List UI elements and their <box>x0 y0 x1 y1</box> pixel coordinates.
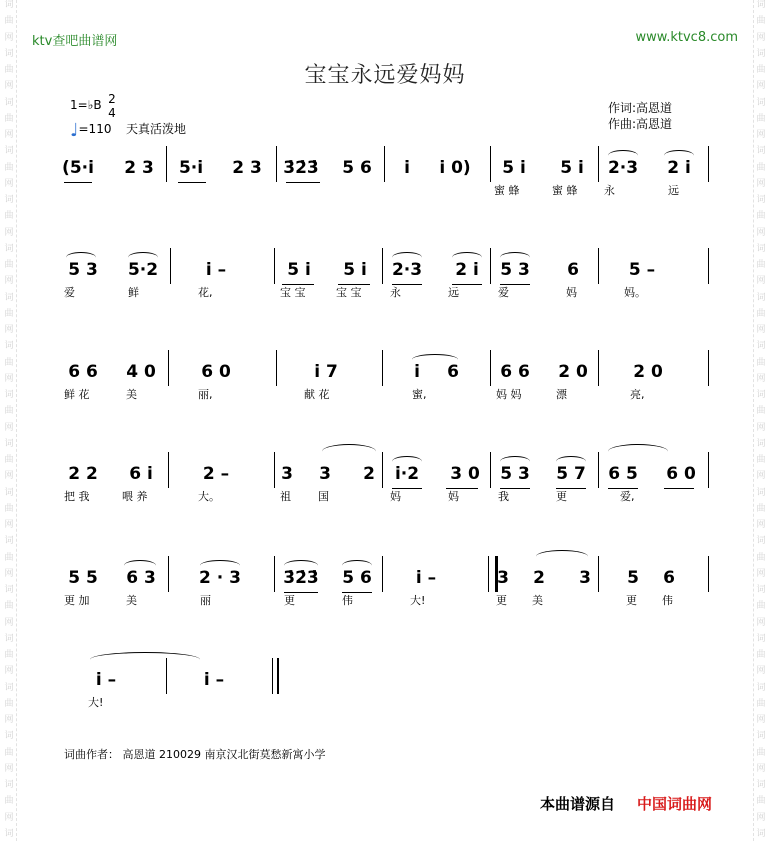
watermark-glyph: 曲 <box>756 260 766 270</box>
watermark-glyph: 网 <box>4 32 14 43</box>
lyric: 永 <box>390 286 401 299</box>
note-group: 2 3 <box>124 158 154 178</box>
lyric: 我 <box>498 490 509 503</box>
watermark-glyph: 曲 <box>4 601 14 612</box>
watermark-glyph: 词 <box>4 0 14 10</box>
watermark-glyph: 曲 <box>756 16 766 27</box>
bar-line <box>170 248 171 284</box>
lyric: 伟 <box>342 594 353 607</box>
note-group: 4 0 <box>126 362 156 382</box>
watermark-glyph: 曲 <box>756 796 766 807</box>
watermark-glyph: 曲 <box>4 796 14 807</box>
note-group: 3 <box>497 568 509 588</box>
note-group: 5 5 <box>68 568 98 588</box>
watermark-glyph: 词 <box>4 243 14 254</box>
note-group: 3̇2̇3̇ <box>283 568 319 588</box>
watermark-glyph: 词 <box>4 97 14 108</box>
watermark-glyph: 词 <box>756 48 766 59</box>
watermark-glyph: 曲 <box>756 308 766 319</box>
watermark-glyph: 网 <box>4 520 14 530</box>
watermark-glyph: 曲 <box>4 698 14 709</box>
lyric: 更 <box>626 594 637 607</box>
slur-arc <box>392 252 422 263</box>
note-group: 6 0 <box>201 362 231 382</box>
watermark-glyph: 词 <box>756 780 766 790</box>
lyric: 妈 <box>448 490 459 503</box>
watermark-glyph: 网 <box>756 666 766 677</box>
watermark-glyph: 网 <box>756 373 766 384</box>
note-group: 3 <box>579 568 591 588</box>
lyric: 蜜 蜂 <box>552 184 578 197</box>
watermark-glyph: 曲 <box>756 698 766 709</box>
watermark-glyph: 曲 <box>4 650 14 660</box>
staff-line-6 <box>56 666 710 710</box>
watermark-glyph: 词 <box>756 828 766 839</box>
note-group: i·2 <box>394 464 420 484</box>
bar-line <box>490 452 491 488</box>
slur-arc <box>322 444 376 459</box>
note-group: 6 i <box>129 464 153 484</box>
watermark-glyph: 曲 <box>756 211 766 222</box>
watermark-glyph: 网 <box>756 520 766 530</box>
watermark-glyph: 网 <box>4 325 14 335</box>
slur-arc <box>608 444 668 459</box>
watermark-glyph: 网 <box>4 666 14 677</box>
staff-line-5 <box>56 564 710 608</box>
note-group: 6 6 <box>500 362 530 382</box>
note-group: 5 i <box>343 260 367 280</box>
watermark-glyph: 网 <box>756 32 766 43</box>
bar-line <box>598 556 599 592</box>
watermark-glyph: 词 <box>756 97 766 108</box>
watermark-glyph: 词 <box>4 195 14 205</box>
slur-arc <box>392 456 422 467</box>
lyricist-credit: 作词:高恩道 <box>608 101 673 115</box>
lyric: 远 <box>448 286 459 299</box>
note-group: 5 i <box>502 158 526 178</box>
note-group: 3 <box>281 464 293 484</box>
note-group: 2 i <box>667 158 691 178</box>
bar-line <box>708 146 709 182</box>
note-group: i <box>414 362 420 382</box>
bar-line <box>168 350 169 386</box>
style-marking: 天真活泼地 <box>126 122 187 136</box>
note-group: 6 3 <box>126 568 156 588</box>
note-group: 5 3 <box>68 260 98 280</box>
lyric: 更 <box>556 490 567 503</box>
watermark-glyph: 曲 <box>4 16 14 27</box>
note-group: 3 0 <box>450 464 480 484</box>
lyric: 伟 <box>662 594 673 607</box>
watermark-glyph: 词 <box>4 731 14 742</box>
slur-arc <box>412 354 458 365</box>
lyric: 更 加 <box>64 594 90 607</box>
lyric: 大。 <box>198 490 220 503</box>
bar-line <box>382 556 383 592</box>
staff-line-3 <box>56 358 710 402</box>
watermark-glyph: 网 <box>756 715 766 725</box>
watermark-glyph: 曲 <box>4 357 14 368</box>
watermark-glyph: 网 <box>4 227 14 238</box>
lyric: 妈。 <box>624 286 646 299</box>
watermark-glyph: 词 <box>756 195 766 205</box>
watermark-glyph: 词 <box>756 146 766 157</box>
watermark-glyph: 网 <box>756 422 766 433</box>
note-group: i – <box>95 670 117 690</box>
lyric: 献 花 <box>304 388 330 401</box>
bar-line <box>274 248 275 284</box>
watermark-glyph: 词 <box>756 487 766 498</box>
note-group: 2 0 <box>558 362 588 382</box>
lyric: 宝 宝 <box>280 286 306 299</box>
final-bar-line <box>272 658 279 694</box>
watermark-glyph: 网 <box>4 715 14 725</box>
watermark-glyph: 曲 <box>4 113 14 124</box>
watermark-glyph: 曲 <box>756 406 766 417</box>
watermark-glyph: 词 <box>4 536 14 547</box>
note-group: 3̇2̇3̇ <box>283 158 319 178</box>
bar-line <box>276 146 277 182</box>
watermark-glyph: 词 <box>4 146 14 157</box>
watermark-glyph: 曲 <box>4 308 14 319</box>
slur-arc <box>342 560 372 571</box>
bar-line <box>166 146 167 182</box>
lyric: 祖 <box>280 490 291 503</box>
tempo-marking: ♩=110 <box>70 120 112 141</box>
watermark-glyph: 词 <box>4 390 14 400</box>
lyric: 大! <box>410 594 426 607</box>
bar-line <box>490 146 491 182</box>
watermark-glyph: 网 <box>4 812 14 823</box>
watermark-glyph: 网 <box>756 276 766 287</box>
slur-arc <box>90 652 200 667</box>
lyric: 喂 养 <box>122 490 148 503</box>
bar-line <box>490 350 491 386</box>
watermark-glyph: 曲 <box>756 65 766 75</box>
watermark-glyph: 曲 <box>756 113 766 124</box>
source-attribution <box>540 793 712 814</box>
note-group: 2 · 3 <box>199 568 241 588</box>
bar-line <box>708 452 709 488</box>
quarter-note-icon: ♩ <box>70 120 79 141</box>
watermark-glyph: 词 <box>4 292 14 303</box>
note-group: 2 2 <box>68 464 98 484</box>
watermark-glyph: 网 <box>756 81 766 92</box>
note-group: 2·3 <box>391 260 423 280</box>
watermark-glyph: 曲 <box>756 650 766 660</box>
watermark-glyph: 词 <box>756 243 766 254</box>
slur-arc <box>66 252 96 263</box>
bar-line <box>274 452 275 488</box>
watermark-glyph: 网 <box>756 325 766 335</box>
note-group: 2 3 <box>232 158 262 178</box>
watermark-glyph: 词 <box>756 292 766 303</box>
slur-arc <box>664 150 694 161</box>
watermark-glyph: 词 <box>756 390 766 400</box>
slur-arc <box>500 252 530 263</box>
note-group: 5·2 <box>127 260 159 280</box>
watermark-glyph: 词 <box>4 682 14 693</box>
watermark-glyph: 曲 <box>4 406 14 417</box>
bar-line <box>382 248 383 284</box>
slur-arc <box>608 150 638 161</box>
note-group: 5 – <box>628 260 656 280</box>
note-group: 2 i <box>455 260 479 280</box>
watermark-glyph: 曲 <box>756 357 766 368</box>
watermark-glyph: 网 <box>4 422 14 433</box>
staff-line-2 <box>56 256 710 300</box>
note-group: i – <box>203 670 225 690</box>
watermark-glyph: 词 <box>4 585 14 595</box>
note-group: 5 i <box>287 260 311 280</box>
bar-line <box>598 146 599 182</box>
watermark-glyph: 网 <box>756 178 766 189</box>
bar-line <box>708 350 709 386</box>
watermark-glyph: 网 <box>756 130 766 140</box>
watermark-glyph: 词 <box>4 48 14 59</box>
note-group: 3 <box>319 464 331 484</box>
left-watermark-strip <box>2 0 17 841</box>
watermark-glyph: 曲 <box>756 552 766 563</box>
watermark-glyph: 网 <box>4 617 14 628</box>
slur-arc <box>124 560 156 571</box>
note-group: 5 7 <box>556 464 586 484</box>
note-group: 2 <box>533 568 545 588</box>
watermark-glyph: 词 <box>756 682 766 693</box>
watermark-glyph: 词 <box>756 585 766 595</box>
watermark-glyph: 网 <box>756 227 766 238</box>
note-group: 5 <box>627 568 639 588</box>
watermark-glyph: 曲 <box>756 747 766 758</box>
slur-arc <box>284 560 318 571</box>
source-site-link[interactable]: 中国词曲网 <box>637 795 713 813</box>
credits <box>608 100 672 132</box>
watermark-glyph: 网 <box>4 568 14 579</box>
lyric: 远 <box>668 184 679 197</box>
note-group: 6 6 <box>68 362 98 382</box>
note-group: 5·i <box>178 158 204 178</box>
lyric: 宝 宝 <box>336 286 362 299</box>
watermark-glyph: 网 <box>756 763 766 774</box>
note-group: (5·i <box>62 158 94 178</box>
watermark-glyph: 词 <box>756 341 766 352</box>
bar-line <box>168 452 169 488</box>
lyric: 花, <box>198 286 213 299</box>
key-signature: 1=♭B <box>70 98 102 112</box>
bar-line <box>384 146 385 182</box>
note-group: 2 0 <box>633 362 663 382</box>
note-group: i <box>404 158 410 178</box>
lyric: 爱 <box>498 286 509 299</box>
lyric: 把 我 <box>64 490 90 503</box>
author-info: 词曲作者： 高恩道 210029 南京汉北街莫愁新寓小学 <box>64 748 326 761</box>
lyric: 亮, <box>630 388 645 401</box>
note-group: 2 – <box>202 464 230 484</box>
watermark-glyph: 曲 <box>4 260 14 270</box>
lyric: 漂 <box>556 388 567 401</box>
lyric: 妈 <box>566 286 577 299</box>
watermark-glyph: 词 <box>756 0 766 10</box>
bar-line <box>274 556 275 592</box>
lyric: 鲜 花 <box>64 388 90 401</box>
note-group: 2 <box>363 464 375 484</box>
note-group: 5 6 <box>342 568 372 588</box>
watermark-glyph: 曲 <box>756 601 766 612</box>
bar-line <box>598 350 599 386</box>
lyric: 鲜 <box>128 286 139 299</box>
lyric: 丽, <box>198 388 213 401</box>
note-group: 5 6 <box>342 158 372 178</box>
watermark-glyph: 词 <box>4 487 14 498</box>
lyric: 更 <box>284 594 295 607</box>
note-group: 6 <box>447 362 459 382</box>
header-site-right[interactable]: www.ktvc8.com <box>635 30 738 45</box>
note-group: 6 0 <box>666 464 696 484</box>
lyric: 大! <box>88 696 104 709</box>
song-title: 宝宝永远爱妈妈 <box>304 63 466 88</box>
watermark-glyph: 词 <box>756 633 766 644</box>
watermark-glyph: 网 <box>756 812 766 823</box>
staff-line-4 <box>56 460 710 504</box>
watermark-glyph: 曲 <box>4 65 14 75</box>
bar-line <box>276 350 277 386</box>
watermark-glyph: 网 <box>4 178 14 189</box>
slur-arc <box>128 252 158 263</box>
note-group: 5 i <box>560 158 584 178</box>
watermark-glyph: 词 <box>4 341 14 352</box>
note-group: 2·3 <box>607 158 639 178</box>
lyric: 永 <box>604 184 615 197</box>
watermark-glyph: 曲 <box>756 455 766 465</box>
bar-line <box>598 452 599 488</box>
watermark-glyph: 网 <box>756 617 766 628</box>
bar-line <box>708 556 709 592</box>
slur-arc <box>452 252 482 263</box>
slur-arc <box>200 560 240 571</box>
source-label: 本曲谱源自 <box>540 795 616 813</box>
right-watermark-strip <box>753 0 768 841</box>
watermark-glyph: 词 <box>756 731 766 742</box>
bar-line <box>598 248 599 284</box>
composer-credit: 作曲:高恩道 <box>608 117 673 131</box>
lyric: 美 <box>126 594 137 607</box>
bar-line <box>382 350 383 386</box>
slur-arc <box>556 456 586 467</box>
watermark-glyph: 网 <box>4 130 14 140</box>
watermark-glyph: 词 <box>4 780 14 790</box>
lyric: 蜜 蜂 <box>494 184 520 197</box>
lyric: 国 <box>318 490 329 503</box>
lyric: 妈 妈 <box>496 388 522 401</box>
note-group: i – <box>205 260 227 280</box>
watermark-glyph: 词 <box>756 536 766 547</box>
header-site-left[interactable]: ktv查吧曲谱网 <box>32 34 118 49</box>
watermark-glyph: 曲 <box>4 455 14 465</box>
lyric: 爱, <box>620 490 635 503</box>
note-group: 5 3 <box>500 464 530 484</box>
watermark-glyph: 词 <box>4 438 14 449</box>
lyric: 蜜, <box>412 388 427 401</box>
note-group: i – <box>415 568 437 588</box>
watermark-glyph: 网 <box>756 471 766 482</box>
watermark-glyph: 词 <box>756 438 766 449</box>
watermark-glyph: 曲 <box>4 211 14 222</box>
note-group: 6 5 <box>608 464 638 484</box>
note-group: i 0) <box>439 158 471 178</box>
note-group: i 7 <box>314 362 338 382</box>
watermark-glyph: 曲 <box>756 503 766 514</box>
note-group: 5 3 <box>500 260 530 280</box>
note-group: 6 <box>567 260 579 280</box>
watermark-glyph: 网 <box>4 81 14 92</box>
watermark-glyph: 词 <box>4 828 14 839</box>
watermark-glyph: 网 <box>4 373 14 384</box>
watermark-glyph: 曲 <box>4 503 14 514</box>
bar-line <box>382 452 383 488</box>
watermark-glyph: 词 <box>4 633 14 644</box>
watermark-glyph: 网 <box>4 276 14 287</box>
bar-line <box>708 248 709 284</box>
bar-line <box>490 248 491 284</box>
lyric: 妈 <box>390 490 401 503</box>
lyric: 更 <box>496 594 507 607</box>
bar-line <box>168 556 169 592</box>
lyric: 美 <box>532 594 543 607</box>
lyric: 爱 <box>64 286 75 299</box>
watermark-glyph: 曲 <box>4 162 14 173</box>
watermark-glyph: 网 <box>4 763 14 774</box>
time-signature: 2 4 <box>108 92 116 120</box>
watermark-glyph: 曲 <box>4 747 14 758</box>
watermark-glyph: 曲 <box>4 552 14 563</box>
slur-arc <box>536 550 588 563</box>
watermark-glyph: 曲 <box>756 162 766 173</box>
note-group: 6 <box>663 568 675 588</box>
slur-arc <box>500 456 530 467</box>
lyric: 美 <box>126 388 137 401</box>
watermark-glyph: 网 <box>4 471 14 482</box>
lyric: 丽 <box>200 594 211 607</box>
staff-line-1 <box>56 154 710 198</box>
watermark-glyph: 网 <box>756 568 766 579</box>
